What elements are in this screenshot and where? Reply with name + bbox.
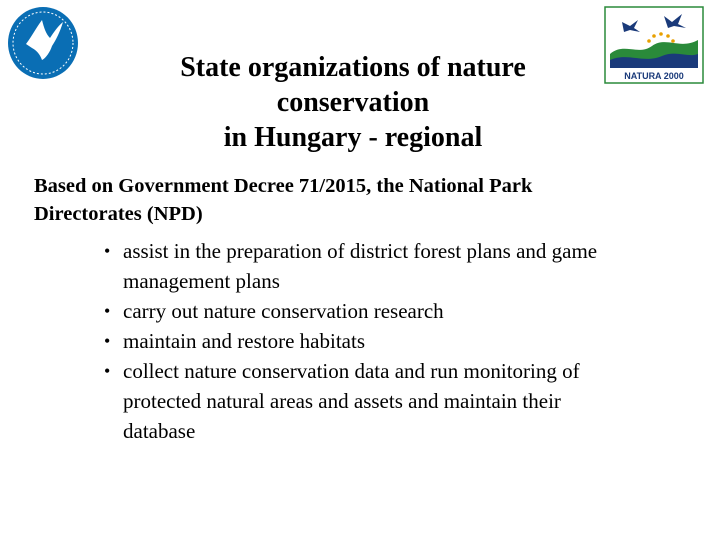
intro-line: Directorates (NPD) — [34, 203, 203, 225]
natura-2000-logo-icon — [604, 6, 704, 84]
page-title — [120, 50, 586, 155]
title-line: in Hungary - regional — [223, 122, 483, 153]
title-line: State organizations of nature — [180, 52, 526, 83]
bullet-icon: • — [104, 361, 111, 381]
intro-line: Based on Government Decree 71/2015, the National Park — [34, 175, 533, 197]
natura-logo-text: NATURA 2000 — [624, 71, 684, 81]
list-item: • carry out nature conservation research — [100, 296, 700, 326]
intro-paragraph — [34, 172, 674, 228]
bullet-icon: • — [104, 241, 111, 261]
list-item: • assist in the preparation of district forest plans and game management plans — [100, 236, 700, 296]
title-line: conservation — [276, 87, 430, 118]
list-item: • maintain and restore habitats — [100, 326, 700, 356]
bullet-icon: • — [104, 301, 111, 321]
bird-emblem-icon — [6, 6, 80, 80]
list-item: • collect nature conservation data and run monitoring of protected natural areas and assets and maintain their database — [100, 356, 700, 446]
bullet-icon: • — [104, 331, 111, 351]
bullet-list — [100, 236, 700, 446]
